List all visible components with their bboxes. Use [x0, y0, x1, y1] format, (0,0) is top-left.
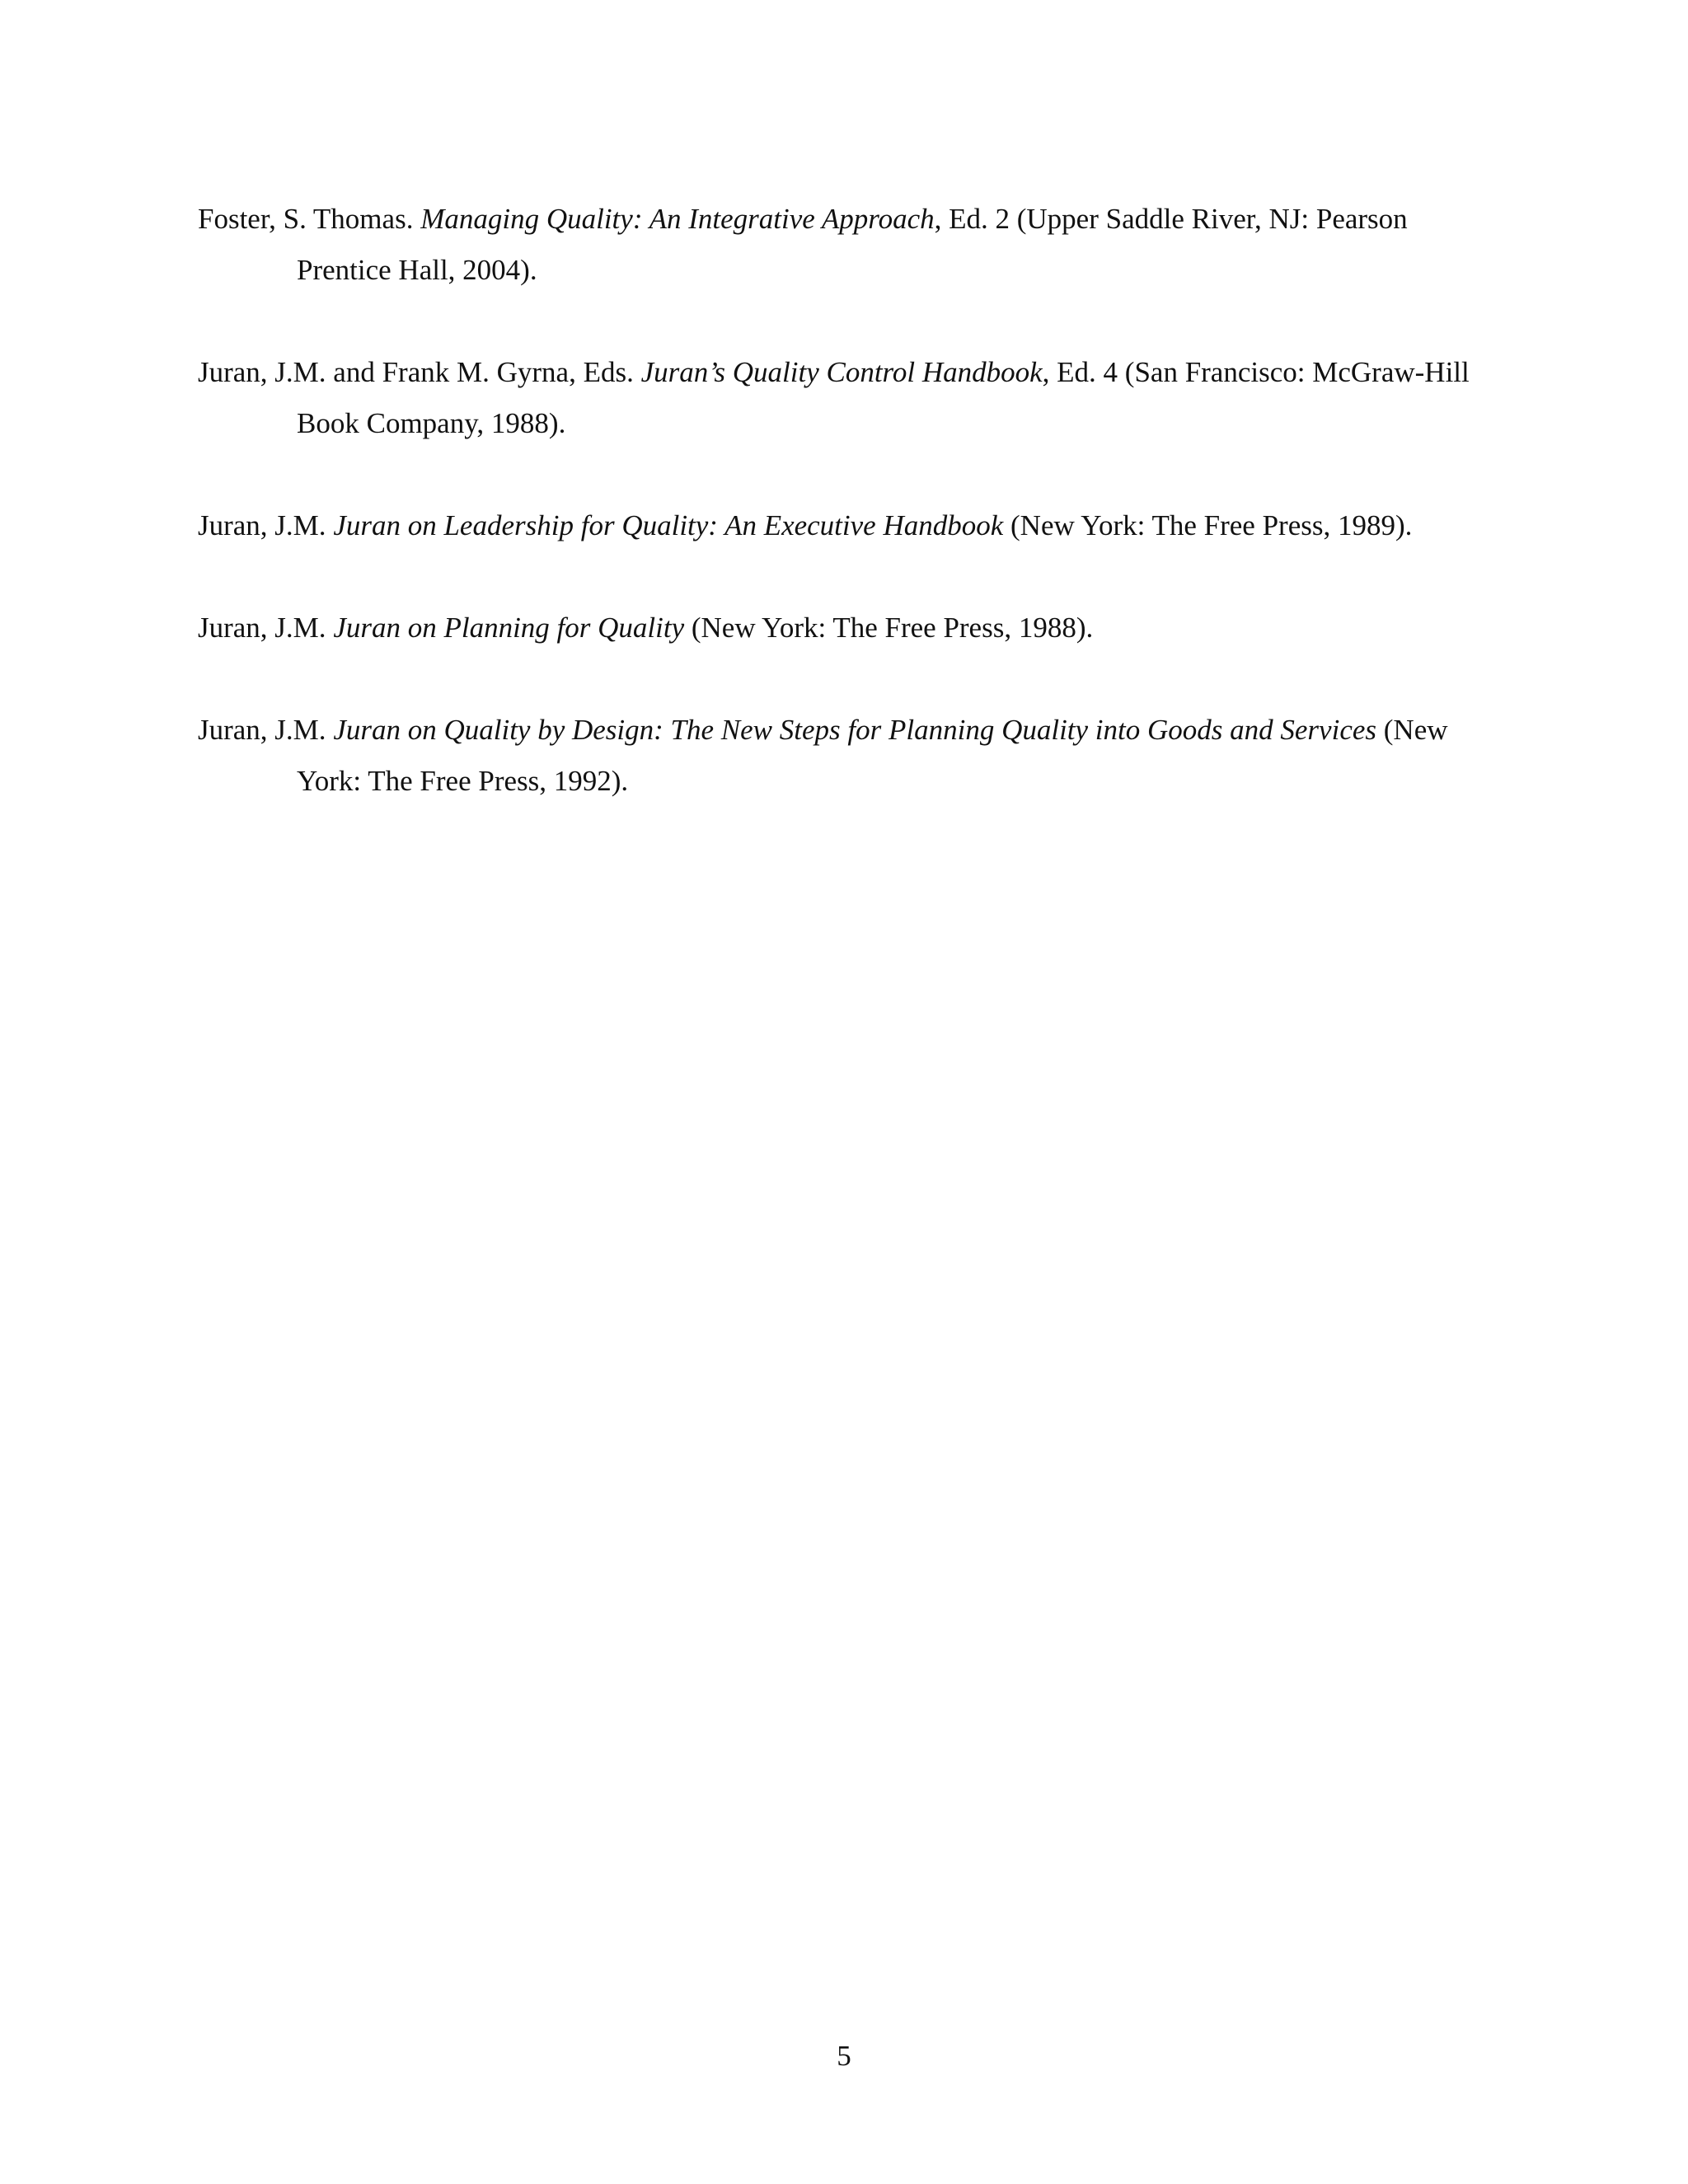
entry-title: Managing Quality: An Integrative Approach [420, 203, 935, 235]
entry-title: Juran on Quality by Design: The New Steps for Planning Quality into Goods and Services [333, 714, 1377, 746]
entry-author: Juran, J.M. [198, 714, 334, 746]
bibliography-entry [198, 194, 1500, 296]
bibliography-entry [198, 500, 1500, 551]
entry-title: Juran’s Quality Control Handbook [640, 356, 1043, 388]
bibliography-entry [198, 705, 1500, 807]
bibliography-entry [198, 347, 1500, 449]
entry-publication: (New York: The Free Press, 1992). [297, 714, 1448, 797]
entry-author: Juran, J.M. and Frank M. Gyrna, Eds. [198, 356, 641, 388]
bibliography-entry [198, 602, 1500, 654]
entry-author: Juran, J.M. [198, 509, 334, 541]
entry-publication: (New York: The Free Press, 1988). [684, 612, 1094, 644]
entry-title: Juran on Planning for Quality [333, 612, 685, 644]
entry-publication: (New York: The Free Press, 1989). [1003, 509, 1413, 541]
bibliography-list [198, 194, 1500, 858]
entry-publication: , Ed. 4 (San Francisco: McGraw-Hill Book Company, 1988). [297, 356, 1470, 439]
entry-author: Foster, S. Thomas. [198, 203, 421, 235]
entry-title: Juran on Leadership for Quality: An Executive Handbook [333, 509, 1004, 541]
entry-author: Juran, J.M. [198, 612, 334, 644]
page-number: 5 [837, 2040, 851, 2072]
entry-publication: , Ed. 2 (Upper Saddle River, NJ: Pearson Prentice Hall, 2004). [297, 203, 1408, 286]
